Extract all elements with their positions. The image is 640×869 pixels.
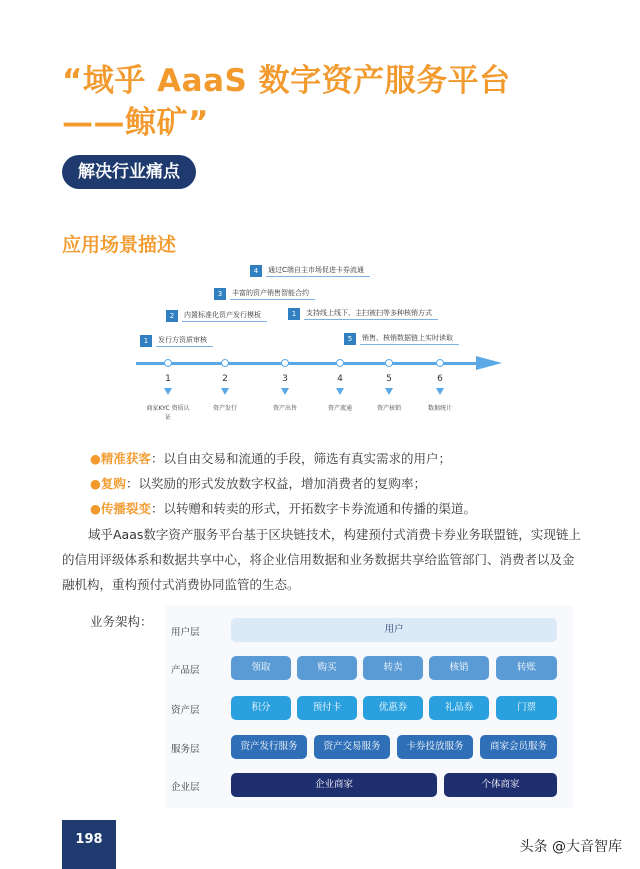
page-number: 198 (62, 820, 116, 869)
bullet-dot-icon: ● (90, 501, 101, 516)
timeline-step: 6 (437, 374, 443, 384)
timeline-dot (336, 359, 344, 367)
layer-label: 企业层 (171, 782, 200, 793)
timeline-label: 资产出售 (272, 405, 297, 412)
timeline-box: 1 支持线上线下、主扫被扫等多种核销方式 (288, 307, 438, 321)
layer-cell: 资产交易服务 (314, 735, 390, 759)
subheading: 应用场景描述 (62, 234, 177, 256)
timeline-label: 资产核销 (376, 405, 401, 412)
bullet-dot-icon: ● (90, 476, 101, 491)
body-paragraph: 域乎Aaas数字资产服务平台基于区块链技术，构建预付式消费卡券业务联盟链，实现链上的信用评级体系和数据共享中心，将企业信用数据和业务数据共享给监管部门、消费者以及金融机构，重构预付式消费协同监管的生态。 (62, 527, 581, 592)
bullet-item: ●精准获客：以自由交易和流通的手段，筛选有真实需求的用户； (90, 451, 451, 466)
timeline-box: 3 丰富的资产销售智能合约 (214, 287, 315, 301)
layer-cell: 预付卡 (297, 696, 357, 720)
timeline-dot (436, 359, 444, 367)
architecture-diagram (165, 606, 573, 808)
timeline-label: 资产发行 (212, 405, 237, 412)
bullet-item: ●传播裂变：以转赠和转卖的形式，开拓数字卡券流通和传播的渠道。 (90, 501, 476, 516)
title-line-2: ——鲸矿” (62, 105, 209, 141)
layer-label: 服务层 (171, 744, 200, 755)
layer-cell: 资产发行服务 (231, 735, 307, 759)
layer-cell: 核销 (429, 656, 489, 680)
timeline-axis (136, 362, 476, 365)
layer-cell: 卡券投放服务 (397, 735, 473, 759)
bullet-dot-icon: ● (90, 451, 101, 466)
down-triangle-icon (385, 388, 393, 395)
layer-cell: 领取 (231, 656, 291, 680)
page-title (62, 60, 622, 144)
layer-cell: 转账 (496, 656, 557, 680)
timeline-step: 1 (165, 374, 171, 384)
layer-cell: 个体商家 (444, 773, 557, 797)
title-line-1: “域乎 AaaS 数字资产服务平台 (62, 63, 511, 99)
layer-cell: 企业商家 (231, 773, 437, 797)
down-triangle-icon (164, 388, 172, 395)
timeline-step: 5 (386, 374, 392, 384)
timeline-dot (281, 359, 289, 367)
timeline-dot (385, 359, 393, 367)
layer-cell: 用户 (231, 618, 557, 642)
timeline-arrow-icon (476, 356, 502, 370)
timeline-step: 3 (282, 374, 288, 384)
timeline-box: 1 发行方资质审核 (140, 334, 213, 348)
layer-cell: 积分 (231, 696, 291, 720)
layer-label: 用户层 (171, 627, 200, 638)
timeline-label: 资产流通 (327, 405, 352, 412)
layer-cell: 商家会员服务 (480, 735, 557, 759)
down-triangle-icon (436, 388, 444, 395)
timeline-box: 2 内置标准化资产发行模板 (166, 309, 267, 323)
timeline-step: 2 (222, 374, 228, 384)
timeline-dot (164, 359, 172, 367)
section-pill: 解决行业痛点 (62, 155, 196, 189)
timeline-step: 4 (337, 374, 343, 384)
layer-cell: 门票 (496, 696, 557, 720)
watermark: 头条 @大音智库 (519, 839, 622, 855)
layer-label: 产品层 (171, 665, 200, 676)
layer-cell: 购买 (297, 656, 357, 680)
bullet-item: ●复购：以奖励的形式发放数字权益，增加消费者的复购率； (90, 476, 426, 491)
down-triangle-icon (221, 388, 229, 395)
down-triangle-icon (281, 388, 289, 395)
down-triangle-icon (336, 388, 344, 395)
layer-label: 资产层 (171, 705, 200, 716)
layer-cell: 优惠券 (363, 696, 423, 720)
timeline-label: 数据统计 (427, 405, 452, 412)
architecture-label: 业务架构： (90, 614, 153, 629)
timeline-box: 5 销售、核销数据链上实时读取 (344, 332, 459, 346)
layer-cell: 礼品券 (429, 696, 489, 720)
timeline-diagram (130, 258, 510, 428)
timeline-label: 商家KYC 资质认证 (146, 405, 190, 421)
timeline-dot (221, 359, 229, 367)
timeline-box: 4 通过C端自主市场促进卡券流通 (250, 264, 370, 278)
layer-cell: 转卖 (363, 656, 423, 680)
